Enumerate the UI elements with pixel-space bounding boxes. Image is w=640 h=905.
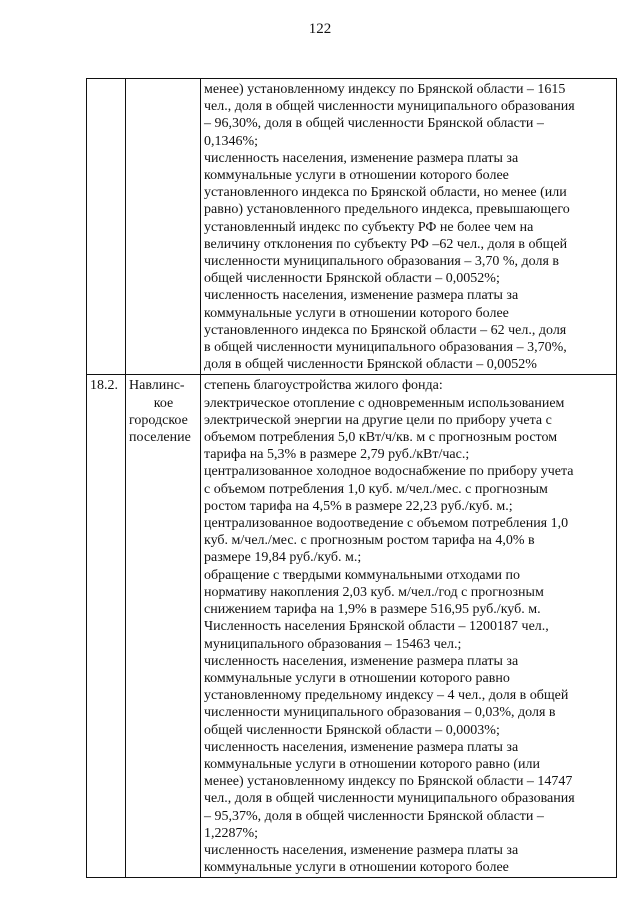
text-line: Численность населения Брянской области – 1200187 чел., (204, 619, 549, 635)
text-line: численности муниципального образования – 0,03%, доля в (204, 705, 556, 721)
text-line: – 95,37%, доля в общей численности Брянской области – (204, 808, 544, 824)
row-number-cell (87, 79, 126, 375)
municipality-name-line: поселение (129, 430, 191, 446)
text-line: муниципального образования – 15463 чел.; (204, 636, 462, 652)
text-line: 0,1346%; (204, 133, 259, 149)
municipality-name-line: Навлинс- (129, 378, 185, 394)
text-line: менее) установленному индексу по Брянской области – 14747 (204, 774, 573, 790)
text-line: коммунальные услуги в отношении которого более (204, 860, 509, 876)
municipality-name-line: городское (129, 412, 188, 428)
text-line: коммунальные услуги в отношении которого более (204, 305, 509, 321)
text-line: коммунальные услуги в отношении которого равно (204, 670, 510, 686)
text-line: тарифа на 5,3% в размере 2,79 руб./кВт/час.; (204, 447, 470, 463)
text-line: куб. м/чел./мес. с прогнозным ростом тарифа на 4,0% в (204, 533, 535, 549)
text-line: размере 19,84 руб./куб. м.; (204, 550, 362, 566)
text-line: равно) установленного предельного индекса, превышающего (204, 202, 570, 218)
text-line: численность населения, изменение размера платы за (204, 653, 519, 669)
text-line: электрическое отопление с одновременным использованием (204, 395, 565, 411)
description-cell (201, 79, 617, 375)
text-line: численность населения, изменение размера платы за (204, 288, 519, 304)
text-line: в общей численности муниципального образования – 3,70%, (204, 340, 567, 356)
text-line: обращение с твердыми коммунальными отходами по (204, 567, 520, 583)
text-line: коммунальные услуги в отношении которого равно (или (204, 756, 540, 772)
text-line: ростом тарифа на 4,5% в размере 22,23 руб./куб. м.; (204, 498, 513, 514)
table-row (87, 375, 617, 878)
text-line: 1,2287%; (204, 825, 259, 841)
indicator-table (86, 78, 617, 878)
text-line: с объемом потребления 1,0 куб. м/чел./мес. с прогнозным (204, 481, 548, 497)
table-row (87, 79, 617, 375)
text-line: объемом потребления 5,0 кВт/ч/кв. м с прогнозным ростом (204, 430, 558, 446)
text-line: степень благоустройства жилого фонда: (204, 378, 443, 394)
page-number: 122 (308, 21, 332, 37)
text-line: снижением тарифа на 1,9% в размере 516,95 руб./куб. м. (204, 602, 541, 618)
text-line: коммунальные услуги в отношении которого более (204, 168, 509, 184)
text-line: электрической энергии на другие цели по прибору учета с (204, 412, 552, 428)
description-cell (201, 375, 617, 878)
text-line: установленного индекса по Брянской области, но менее (или (204, 185, 567, 201)
text-line: общей численности Брянской области – 0,0003%; (204, 722, 500, 738)
municipality-name-line: кое (153, 395, 174, 411)
text-line: чел., доля в общей численности муниципального образования (204, 99, 575, 115)
text-line: установленному предельному индексу – 4 чел., доля в общей (204, 688, 569, 704)
municipality-name-cell (126, 375, 201, 878)
text-line: централизованное холодное водоснабжение по прибору учета (204, 464, 574, 480)
text-line: численность населения, изменение размера платы за (204, 739, 519, 755)
text-line: численность населения, изменение размера платы за (204, 842, 519, 858)
text-line: централизованное водоотведение с объемом потребления 1,0 (204, 516, 569, 532)
text-line: установленный индекс по субъекту РФ не более чем на (204, 219, 534, 235)
table-body (87, 79, 617, 878)
text-line: установленного индекса по Брянской области – 62 чел., доля (204, 322, 567, 338)
text-line: менее) установленному индексу по Брянской области – 1615 (204, 82, 566, 97)
text-line: общей численности Брянской области – 0,0052%; (204, 271, 500, 287)
text-line: – 96,30%, доля в общей численности Брянской области – (204, 116, 544, 132)
text-line: величину отклонения по субъекту РФ –62 чел., доля в общей (204, 236, 568, 252)
row-number-cell: 18.2. (87, 375, 126, 878)
text-line: численности муниципального образования – 3,70 %, доля в (204, 254, 560, 270)
text-line: доля в общей численности Брянской области – 0,0052% (204, 357, 537, 373)
municipality-name-cell (126, 79, 201, 375)
text-line: нормативу накопления 2,03 куб. м/чел./год с прогнозным (204, 584, 544, 600)
text-line: чел., доля в общей численности муниципального образования (204, 791, 575, 807)
text-line: численность населения, изменение размера платы за (204, 150, 519, 166)
